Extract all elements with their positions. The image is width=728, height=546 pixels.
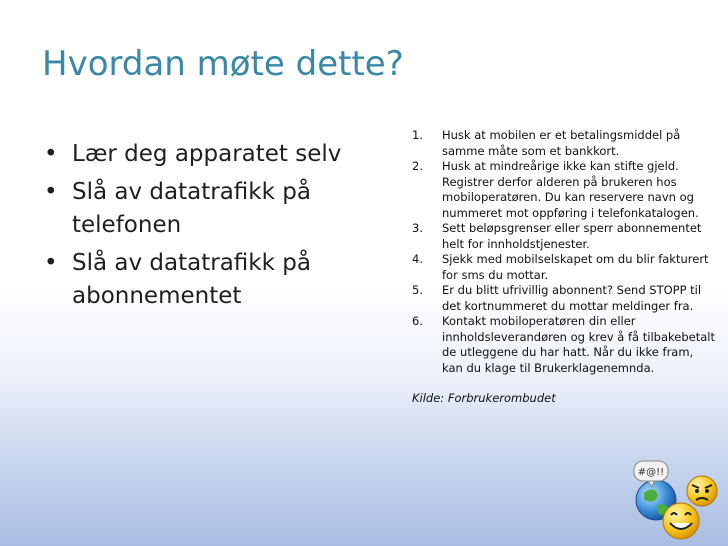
step-text: Sjekk med mobilselskapet om du blir fakturert for sms du mottar. [442, 252, 709, 282]
step-number: 4. [412, 252, 423, 266]
step-number: 1. [412, 128, 423, 142]
step-number: 6. [412, 314, 423, 328]
bullet-dot: • [44, 179, 58, 205]
step-text: Sett beløpsgrenser eller sperr abonnementet helt for innholdstjenester. [442, 221, 702, 251]
angry-smiley-icon [687, 476, 717, 506]
step-text: Husk at mindreårige ikke kan stifte gjeld. Registrer derfor alderen på brukeren hos mobiloperatøren. Du kan reservere navn og nummeret mot oppføring i telefonkatalogen. [442, 159, 699, 220]
bullet-dot: • [44, 250, 58, 276]
step-number: 5. [412, 283, 423, 297]
step-item [412, 221, 716, 252]
bullet-dot: • [44, 141, 58, 167]
slide-title: Hvordan møte dette? [42, 44, 404, 84]
step-item [412, 128, 716, 159]
bullet-item [44, 138, 394, 171]
step-item [412, 159, 716, 221]
steps-panel [412, 128, 716, 407]
source-note: Kilde: Forbrukerombudet [412, 391, 556, 405]
bullet-list [44, 138, 394, 318]
bullet-text: Lær deg apparatet selv [72, 141, 342, 167]
step-text: Kontakt mobiloperatøren din eller innholdsleverandøren og krev å få tilbakebetalt de utleggene du har hatt. Når du ikke fram, kan du klage til Brukerklagenemnda. [442, 314, 715, 375]
step-text: Er du blitt ufrivillig abonnent? Send STOPP til det kortnummeret du mottar meldinger fra. [442, 283, 702, 313]
bullet-text: Slå av datatrafikk på abonnementet [72, 250, 311, 309]
step-item [412, 252, 716, 283]
steps-list [412, 128, 716, 376]
clipart-group [626, 455, 726, 545]
bullet-text: Slå av datatrafikk på telefonen [72, 179, 311, 238]
step-number: 2. [412, 159, 423, 173]
step-item [412, 283, 716, 314]
speech-text: #@!! [637, 467, 665, 478]
step-text: Husk at mobilen er et betalingsmiddel på samme måte som et bankkort. [442, 128, 681, 158]
happy-smiley-icon [663, 503, 699, 539]
bullet-item [44, 176, 394, 242]
step-number: 3. [412, 221, 423, 235]
bullet-item [44, 247, 394, 313]
step-item [412, 314, 716, 376]
